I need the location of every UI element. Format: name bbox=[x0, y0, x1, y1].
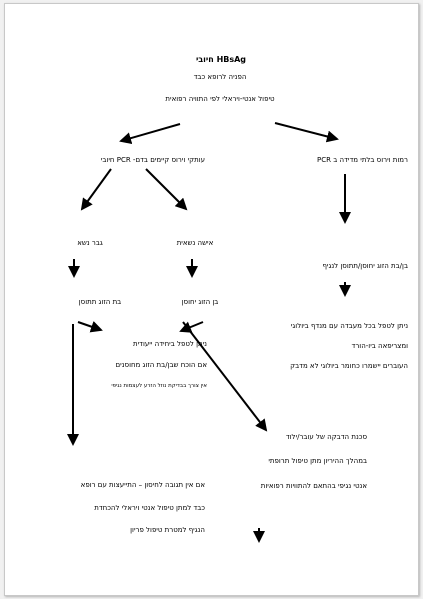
arrow-top-to-right bbox=[275, 123, 337, 139]
diagram-title: HBsAg חיובי bbox=[195, 55, 247, 64]
pregnancy-note-2: במהלך ההיריון מתן טיפול תרופתי bbox=[268, 457, 367, 465]
right-branch-header: רמות וירוס בלתי מדידה ב PCR bbox=[317, 156, 408, 164]
right-partner-vaccination: בן/בת הזוג יחוסן/תתוסן לנגיף bbox=[322, 262, 408, 270]
female-note-2: אם הוכח שבן/בת הזוג מחוסנים bbox=[115, 361, 207, 369]
treatment-text: טיפול אנטי-ויראלי לפי התוויה רפואית bbox=[165, 95, 275, 103]
female-note-3: אין צורך בבדיקת נוזל הזרע לעצמות נגיפי bbox=[111, 383, 207, 389]
arrow-diagonal-to-pregnancy bbox=[183, 322, 266, 430]
arrow-left-to-male bbox=[82, 169, 111, 209]
arrow-top-to-left bbox=[121, 124, 180, 141]
male-outcome-3: הנגיף למטרת טיפול פריון bbox=[130, 526, 205, 534]
left-branch-header: עותקי וירוס קיימים בדם- PCR חיובי bbox=[100, 156, 205, 164]
male-carrier-label: גבר נשא bbox=[77, 239, 103, 247]
pregnancy-note-3: אנטי נגיפי בהתאם להתוויות רפואיות bbox=[260, 482, 367, 490]
male-outcome-2: כבד למתן טיפול אנטי ויראלי להכחדת bbox=[94, 504, 205, 512]
right-note-3: העוברים יישמרו כחומר ביולוגי לא מדבק bbox=[290, 362, 408, 370]
arrow-cross-to-female-notes bbox=[78, 322, 101, 330]
referral-text: הפניה לרופא כבד bbox=[193, 73, 247, 81]
male-partner-label: בן הזוג יחוסן bbox=[181, 298, 219, 306]
document-page bbox=[4, 3, 419, 596]
female-carrier-label: אישה נשאית bbox=[176, 239, 214, 247]
right-note-2: ומצריפאה ביו-הורד bbox=[351, 342, 408, 350]
arrow-left-to-female bbox=[146, 169, 186, 209]
female-note-1: ניתן לטפל ביחידה ייעודית bbox=[133, 340, 207, 348]
right-note-1: ניתן לטפל בכל מעבדה עם מנדף ביולוגי bbox=[290, 322, 408, 330]
female-partner-label: בת הזוג תתוסן bbox=[78, 298, 122, 306]
male-outcome-1: אם אין תגובה לחיסון – התייעצות עם רופא bbox=[80, 481, 205, 489]
pregnancy-note-1: סכנת הדבקה של עובר/ילוד bbox=[285, 433, 367, 441]
